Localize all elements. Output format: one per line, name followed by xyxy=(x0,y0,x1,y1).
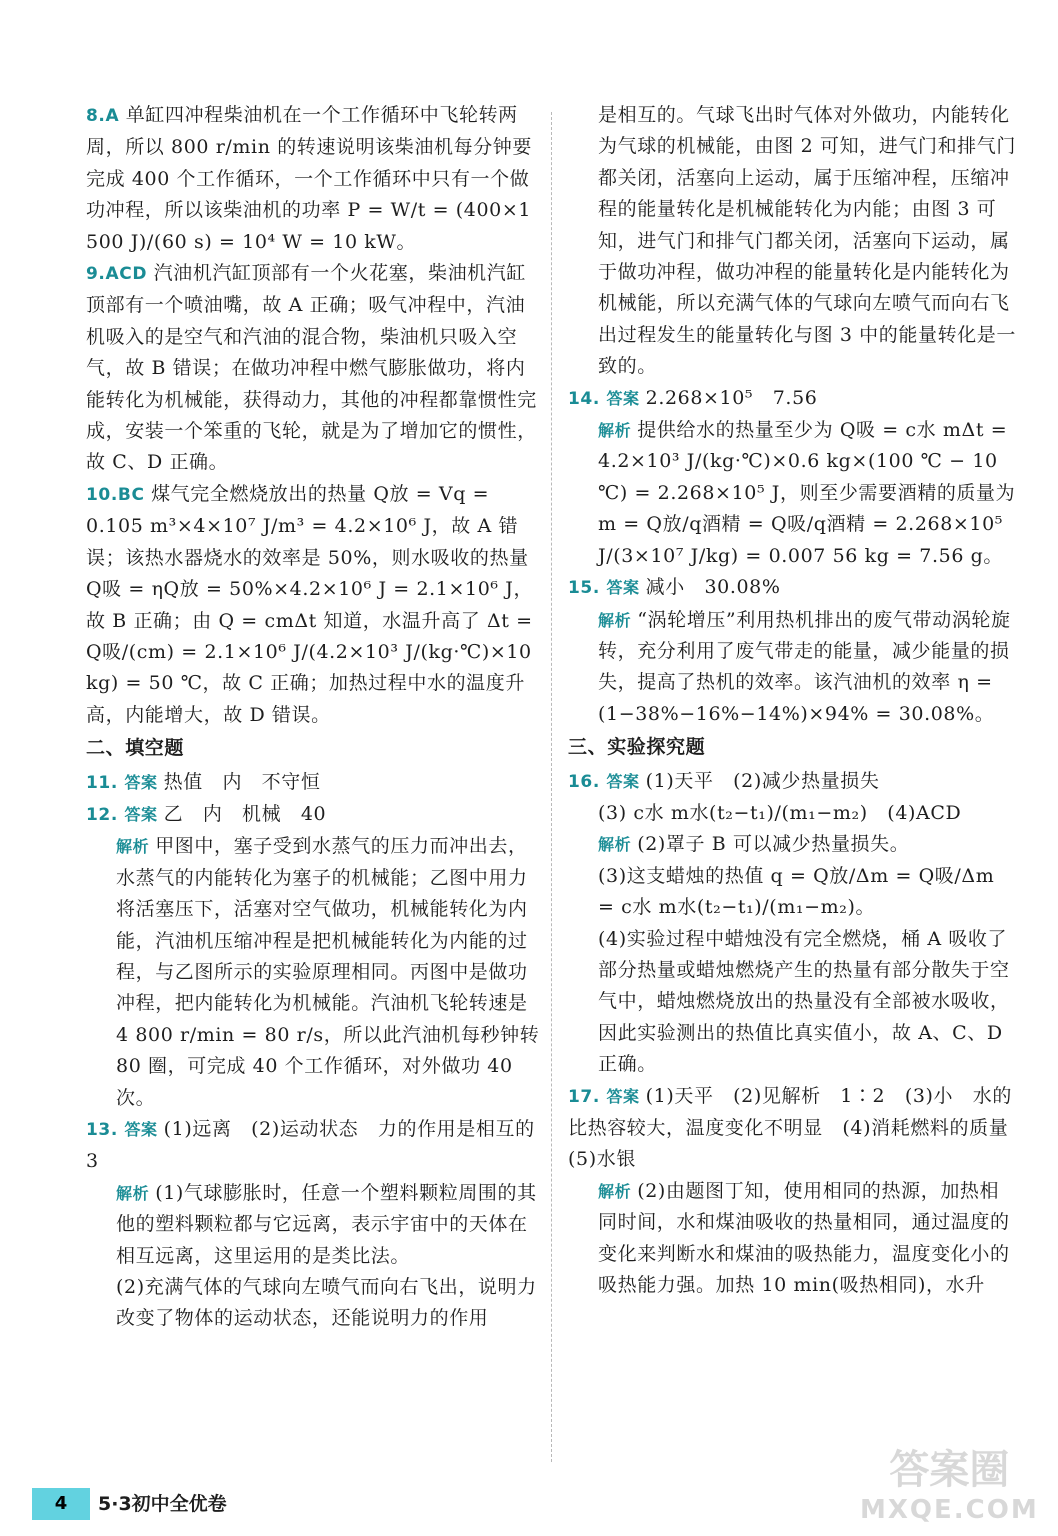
paragraph-text: 是相互的。气球飞出时气体对外做功，内能转化为气球的机械能，由图 2 可知，进气门和排气门都关闭，活塞向上运动，属于压缩冲程，压缩冲程的能量转化是机械能转化为内能；由图 3 可知，进气门和排气门都关闭，活塞向下运动，属于做功冲程，做功冲程的能量转化是内能转化为机械能，所以充满气体的气球向左喷气而向右飞出过程发生的能量转化与图 3 中的能量转化是一致的。 xyxy=(598,104,1016,378)
question-number: 9.ACD xyxy=(86,264,154,285)
answer-label: 答案 xyxy=(606,388,640,408)
question-number: 8.A xyxy=(86,106,126,126)
analysis-label: 解析 xyxy=(598,835,632,855)
answer-paragraph xyxy=(568,798,1016,829)
paragraph-text: 乙 内 机械 40 xyxy=(163,802,327,825)
paragraph-text: 单缸四冲程柴油机在一个工作循环中飞轮转两周，所以 800 r/min 的转速说明该柴油机每分钟要完成 400 个工作循环，一个工作循环中只有一个做功冲程，所以该柴油机的功率 P = W/t = (400×1 500 J)/(60 s) = 10⁴ W = 10 kW。 xyxy=(86,104,532,253)
analysis-label: 解析 xyxy=(598,1181,632,1201)
answer-item xyxy=(86,799,544,831)
paragraph-text: 煤气完全燃烧放出的热量 Q放 = Vq = 0.105 m³×4×10⁷ J/m³ = 4.2×10⁶ J，故 A 错误；该热水器烧水的效率是 50%，则水吸收的热量 Q吸 = ηQ放 = 50%×4.2×10⁶ J = 2.1×10⁶ J，故 B 正确；由 Q = cmΔt 知道，水温升高了 Δt = Q吸/(cm) = 2.1×10⁶ J/(4.2×10³ J/(kg·℃)×10 kg) = 50 ℃，故 C 正确；加热过程中水的温度升高，内能增大，故 D 错误。 xyxy=(86,482,534,726)
answer-paragraph xyxy=(568,1176,1016,1302)
answer-item xyxy=(568,383,1016,415)
answer-paragraph xyxy=(86,831,544,1114)
answer-paragraph xyxy=(568,100,1016,383)
answer-paragraph xyxy=(568,924,1016,1081)
answer-item xyxy=(86,1114,555,1178)
answer-paragraph xyxy=(86,1272,544,1335)
question-number: 16. xyxy=(568,771,607,792)
question-number: 10.BC xyxy=(86,484,152,505)
book-title: 5·3初中全优卷 xyxy=(98,1493,227,1515)
question-number: 11. xyxy=(86,772,125,793)
right-column xyxy=(568,100,1028,1301)
section-heading: 三、实验探究题 xyxy=(568,736,706,759)
question-number: 13. xyxy=(86,1120,125,1140)
watermark-url: MXQE.COM xyxy=(860,1495,1039,1525)
paragraph-text: (1)远离 (2)运动状态 力的作用是相互的 3 xyxy=(86,1118,555,1173)
analysis-label: 解析 xyxy=(598,610,632,630)
paragraph-text: (4)实验过程中蜡烛没有完全燃烧，桶 A 吸收了部分热量或蜡烛燃烧产生的热量有部分散失于空气中，蜡烛燃烧放出的热量没有全部被水吸收，因此实验测出的热值比真实值小，故 A、C、D 正确。 xyxy=(598,927,1010,1076)
watermark-main: 答案圈 xyxy=(889,1447,1010,1493)
analysis-label: 解析 xyxy=(598,421,632,441)
column-divider xyxy=(551,112,552,1462)
paragraph-text: 提供给水的热量至少为 Q吸 = c水 mΔt = 4.2×10³ J/(kg·℃)×0.6 kg×(100 ℃ − 10 ℃) = 2.268×10⁵ J，则至少需要酒精的质量为 m = Q放/q酒精 = Q吸/q酒精 = 2.268×10⁵ J/(3×10⁷ J/kg) = 0.007 56 kg = 7.56 g。 xyxy=(598,419,1016,567)
answer-label: 答案 xyxy=(606,771,640,791)
answer-paragraph xyxy=(568,829,1016,860)
answer-item xyxy=(568,572,1016,604)
analysis-label: 解析 xyxy=(116,1183,150,1203)
question-number: 12. xyxy=(86,804,125,825)
answer-label: 答案 xyxy=(124,804,158,824)
paragraph-text: (1)天平 (2)见解析 1∶2 (3)小 水的比热容较大，温度变化不明显 (4)消耗燃料的质量 (5)水银 xyxy=(568,1084,1028,1171)
answer-label: 答案 xyxy=(124,1120,158,1139)
answer-item xyxy=(86,767,544,799)
paragraph-text: “涡轮增压”利用热机排出的废气带动涡轮旋转，充分利用了废气带走的能量，减少能量的损失，提高了热机的效率。该汽油机的效率 η = (1−38%−16%−14%)×94% = 30.08%。 xyxy=(598,608,1011,725)
answer-item xyxy=(568,1081,1028,1176)
paragraph-text: 2.268×10⁵ 7.56 xyxy=(645,386,818,409)
paragraph-text: (3) c水 m水(t₂−t₁)/(m₁−m₂) (4)ACD xyxy=(598,801,962,824)
answer-label: 答案 xyxy=(606,578,640,598)
answer-item xyxy=(86,258,544,479)
paragraph-text: (1)天平 (2)减少热量损失 xyxy=(645,769,880,792)
paragraph-text: 汽油机汽缸顶部有一个火花塞，柴油机汽缸顶部有一个喷油嘴，故 A 正确；吸气冲程中，汽油机吸入的是空气和汽油的混合物，柴油机只吸入空气，故 B 错误；在做功冲程中燃气膨胀做功，将内能转化为机械能，获得动力，其他的冲程都靠惯性完成，安装一个笨重的飞轮，就是为了增加它的惯性，故 C、D 正确。 xyxy=(86,262,537,474)
watermark-logo xyxy=(860,1447,1039,1530)
question-number: 15. xyxy=(568,578,607,599)
answer-item xyxy=(86,479,544,731)
answer-label: 答案 xyxy=(124,772,158,792)
question-number: 17. xyxy=(568,1086,607,1107)
paragraph-text: (3)这支蜡烛的热值 q = Q放/Δm = Q吸/Δm = c水 m水(t₂−t₁)/(m₁−m₂)。 xyxy=(598,864,995,919)
paragraph-text: (2)充满气体的气球向左喷气而向右飞出，说明力改变了物体的运动状态，还能说明力的作用 xyxy=(116,1276,537,1330)
paragraph-text: (2)由题图丁知，使用相同的热源，加热相同时间，水和煤油吸收的热量相同，通过温度的变化来判断水和煤油的吸热能力，温度变化小的吸热能力强。加热 10 min(吸热相同)，水升 xyxy=(598,1179,1010,1297)
paragraph-text: 减小 30.08% xyxy=(645,576,781,599)
question-number: 14. xyxy=(568,388,607,409)
answer-paragraph xyxy=(568,861,1016,924)
paragraph-text: (2)罩子 B 可以减少热量损失。 xyxy=(637,833,910,856)
paragraph-text: (1)气球膨胀时，任意一个塑料颗粒周围的其他的塑料颗粒都与它远离，表示宇宙中的天体在相互远离，这里运用的是类比法。 xyxy=(116,1181,537,1267)
page-footer xyxy=(32,1488,227,1522)
section-heading: 二、填空题 xyxy=(86,737,185,760)
page-number: 4 xyxy=(32,1488,90,1520)
left-column xyxy=(86,100,555,1335)
answer-paragraph xyxy=(86,1178,544,1272)
paragraph-text: 热值 内 不守恒 xyxy=(163,770,321,793)
answer-paragraph xyxy=(568,415,1016,572)
answer-item xyxy=(86,100,544,258)
answer-label: 答案 xyxy=(606,1086,640,1106)
analysis-label: 解析 xyxy=(116,837,150,857)
answer-paragraph xyxy=(568,605,1016,731)
answer-item xyxy=(568,766,1016,798)
paragraph-text: 甲图中，塞子受到水蒸气的压力而冲出去，水蒸气的内能转化为塞子的机械能；乙图中用力将活塞压下，活塞对空气做功，机械能转化为内能，汽油机压缩冲程是把机械能转化为内能的过程，与乙图所示的实验原理相同。丙图中是做功冲程，把内能转化为机械能。汽油机飞轮转速是 4 800 r/min = 80 r/s，所以此汽油机每秒钟转 80 圈，可完成 40 个工作循环，对外做功 40 次。 xyxy=(116,835,540,1109)
